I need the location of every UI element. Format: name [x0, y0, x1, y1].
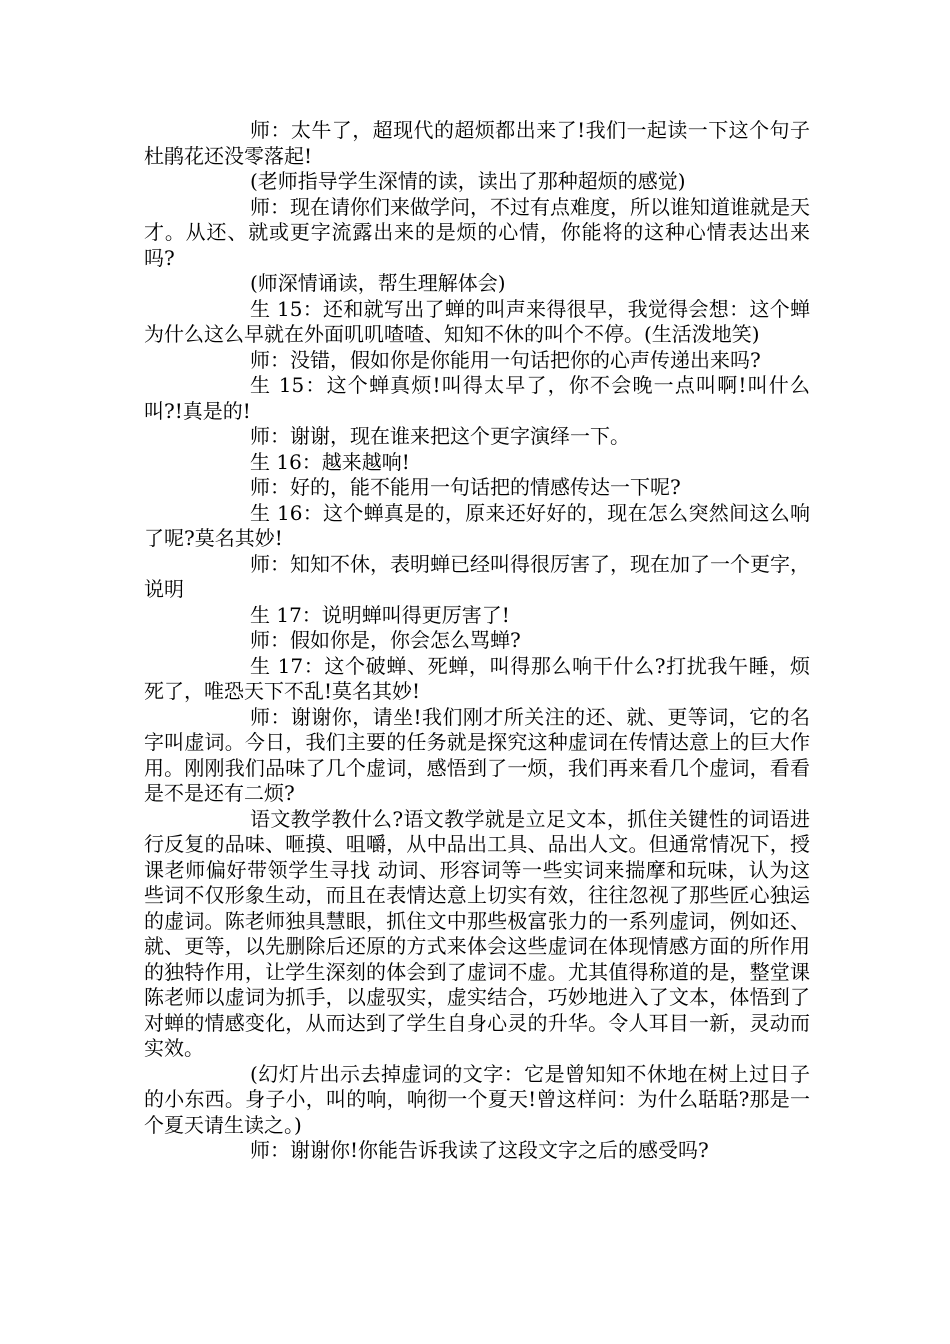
- paragraph: 师：没错，假如你是你能用一句话把你的心声传递出来吗?: [250, 347, 761, 372]
- paragraph: 师：谢谢你，请坐!我们刚才所关注的还、就、更等词，它的名字叫虚词。今日，我们主要的任务就是探究这种虚词在传情达意上的巨大作用。刚刚我们品味了几个虚词，感悟到了一烦，我们再来看几个虚词，看看是不是还有二烦?: [144, 704, 810, 805]
- paragraph: (幻灯片出示去掉虚词的文字：它是曾知知不休地在树上过日子的小东西。身子小，叫的响，响彻一个夏天!曾这样问：为什么聒聒?那是一个夏天请生读之。): [144, 1061, 810, 1137]
- paragraph: 师：现在请你们来做学问，不过有点难度，所以谁知道谁就是天才。从还、就或更字流露出来的是烦的心情，你能将的这种心情表达出来吗?: [144, 194, 810, 270]
- paragraph: 语文教学教什么?语文教学就是立足文本，抓住关键性的词语进行反复的品味、咂摸、咀嚼，从中品出工具、品出人文。但通常情况下，授课老师偏好带领学生寻找 动词、形容词等一些实词来揣摩和玩味，认为这些词不仅形象生动，而且在表情达意上切实有效，往往忽视了那些匠心独运的虚词。陈老师独具慧眼，抓住文中那些极富张力的一系列虚词，例如还、就、更等，以先删除后还原的方式来体会这些虚词在体现情感方面的所作用的独特作用，让学生深刻的体会到了虚词不虚。尤其值得称道的是，整堂课陈老师以虚词为抓手，以虚驭实，虚实结合，巧妙地进入了文本，体悟到了对蝉的情感变化，从而达到了学生自身心灵的升华。令人耳目一新，灵动而实效。: [144, 806, 810, 1060]
- paragraph: 生 16：这个蝉真是的，原来还好好的，现在怎么突然间这么响了呢?莫名其妙!: [144, 500, 810, 550]
- paragraph: 师：好的，能不能用一句话把的情感传达一下呢?: [250, 475, 681, 499]
- paragraph: (师深情诵读，帮生理解体会): [250, 271, 506, 295]
- paragraph: 生 15：还和就写出了蝉的叫声来得很早，我觉得会想：这个蝉为什么这么早就在外面叽叽喳喳、知知不休的叫个不停。(生活泼地笑): [144, 296, 810, 346]
- paragraph: 师：谢谢，现在谁来把这个更字演绎一下。: [250, 424, 630, 448]
- paragraph: 生 17：说明蝉叫得更厉害了!: [250, 602, 510, 627]
- paragraph: 生 16：越来越响!: [250, 449, 410, 474]
- paragraph: 师：太牛了，超现代的超烦都出来了!我们一起读一下这个句子杜鹃花还没零落起!: [144, 118, 810, 168]
- paragraph: 师：谢谢你!你能告诉我读了这段文字之后的感受吗?: [250, 1138, 709, 1162]
- paragraph: (老师指导学生深情的读，读出了那种超烦的感觉): [250, 169, 686, 193]
- paragraph: 师：假如你是，你会怎么骂蝉?: [250, 628, 521, 652]
- paragraph: 师：知知不休，表明蝉已经叫得很厉害了，现在加了一个更字，说明: [144, 551, 810, 601]
- document-body: [144, 118, 810, 1164]
- paragraph: 生 17：这个破蝉、死蝉，叫得那么响干什么?打扰我午睡，烦死了，唯恐天下不乱!莫名其妙!: [144, 653, 810, 703]
- paragraph: 生 15：这个蝉真烦!叫得太早了，你不会晚一点叫啊!叫什么叫?!真是的!: [144, 373, 810, 423]
